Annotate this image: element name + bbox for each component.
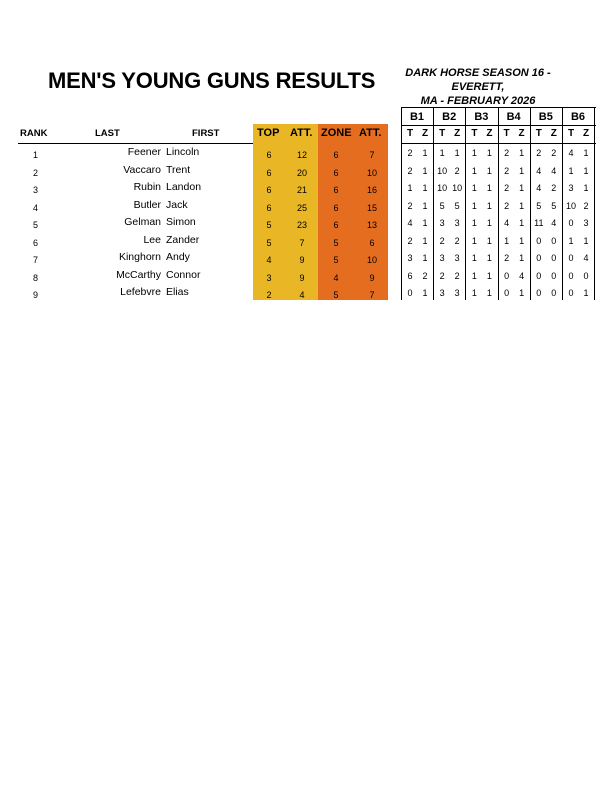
zone-cell: 6 [333,167,339,178]
zone-cell: 6 [333,185,339,195]
boulder-top-attempts: 5 [536,200,542,211]
boulder-zone-attempts: 2 [454,165,460,176]
boulder-zone-attempts: 1 [519,253,525,263]
zone-att-cell: 16 [366,185,377,195]
top-cell: 5 [266,220,272,230]
rank-cell: 6 [33,237,39,248]
boulder-zone-subheader: Z [454,128,461,139]
boulder-zone-attempts: 5 [551,200,557,211]
boulder-zone-attempts: 2 [422,270,428,281]
boulder-zone-attempts: 1 [422,200,428,211]
boulder-top-attempts: 1 [471,288,477,298]
rank-cell: 1 [33,150,39,160]
boulder-zone-attempts: 4 [551,165,557,176]
boulder-top-attempts: 2 [407,148,413,158]
boulder-top-attempts: 4 [407,218,413,228]
boulder-top-attempts: 1 [568,165,574,176]
rank-cell: 3 [33,185,39,195]
boulder-zone-subheader: Z [550,128,557,139]
boulder-top-subheader: T [567,128,575,139]
last-name-cell: Feener [127,146,161,158]
top-cell: 4 [266,255,272,265]
boulder-top-attempts: 2 [407,165,413,176]
boulder-top-subheader: T [503,128,510,139]
boulder-zone-attempts: 0 [551,270,557,281]
boulder-top-attempts: 4 [536,183,542,193]
last-name-cell: Gelman [124,216,161,228]
top-att-cell: 20 [296,167,307,178]
boulder-zone-attempts: 5 [454,200,460,211]
boulder-top-attempts: 6 [407,270,413,281]
boulder-top-attempts: 2 [504,148,510,158]
boulder-top-attempts: 0 [568,270,574,281]
boulder-zone-attempts: 2 [583,200,589,211]
first-name-cell: Lincoln [166,146,200,158]
boulder-column-divider [562,107,563,300]
boulder-top-attempts: 1 [504,235,510,246]
boulder-zone-attempts: 1 [422,165,428,176]
boulder-zone-attempts: 1 [486,148,492,158]
zone-cell: 5 [333,237,339,248]
boulder-top-subheader: T [471,128,478,139]
rank-cell: 9 [33,290,39,300]
boulder-top-attempts: 1 [471,165,477,176]
top-cell: 3 [266,272,272,283]
top-cell: 6 [266,150,272,160]
zone-att-cell: 6 [369,237,375,248]
boulder-zone-attempts: 1 [519,288,525,298]
boulder-top-attempts: 2 [536,148,542,158]
boulder-top-attempts: 1 [407,183,413,193]
top-att-cell: 25 [296,202,307,213]
zone-att-cell: 10 [366,255,377,265]
boulder-column-divider [594,107,595,300]
first-header: FIRST [192,128,220,139]
first-name-cell: Jack [166,198,188,211]
zone-cell: 6 [333,150,339,160]
first-name-cell: Connor [166,268,201,281]
boulder-zone-attempts: 4 [583,253,589,263]
first-name-cell: Zander [166,233,200,246]
header-divider [18,143,253,144]
boulder-top-attempts: 0 [504,270,510,281]
boulder-zone-attempts: 1 [422,183,428,193]
event-info [388,66,568,108]
boulder-top-attempts: 10 [437,165,448,176]
boulder-top-attempts: 2 [439,270,445,281]
boulder-zone-attempts: 1 [422,148,428,158]
rank-cell: 4 [33,202,39,213]
boulder-zone-attempts: 1 [519,148,525,158]
boulder-zone-attempts: 1 [486,288,492,298]
rank-header: RANK [20,128,48,139]
zone-cell: 5 [333,255,339,265]
boulder-top-attempts: 0 [536,270,542,281]
boulder-zone-attempts: 4 [519,270,525,281]
boulder-top-subheader: T [406,128,414,139]
event-line-1: DARK HORSE SEASON 16 - EVERETT, [405,67,551,93]
first-name-cell: Landon [166,181,202,193]
boulder-zone-attempts: 1 [583,235,589,246]
boulder-zone-attempts: 1 [422,253,428,263]
boulder-top-attempts: 2 [407,235,413,246]
boulder-zone-attempts: 0 [583,270,589,281]
boulder-top-attempts: 3 [439,288,445,298]
rank-cell: 7 [33,255,39,265]
boulder-top-attempts: 1 [471,218,477,228]
boulder-top-attempts: 0 [407,288,413,298]
zone-header: ZONE [321,127,352,139]
boulder-zone-attempts: 10 [452,183,463,193]
top-cell: 5 [266,237,272,248]
top-att-cell: 23 [296,220,307,230]
boulder-top-attempts: 1 [471,253,477,263]
boulder-zone-attempts: 1 [486,165,492,176]
boulder-zone-attempts: 1 [583,288,589,298]
boulder-zone-attempts: 1 [422,218,428,228]
boulder-zone-attempts: 1 [422,235,428,246]
boulder-top-attempts: 0 [568,218,574,228]
boulder-zone-attempts: 3 [454,253,460,263]
boulder-column-divider [530,107,531,300]
boulder-top-attempts: 2 [407,200,413,211]
boulder-zone-attempts: 0 [551,253,557,263]
boulder-top-attempts: 10 [565,200,576,211]
boulder-top-attempts: 1 [471,183,477,193]
boulder-column-divider [433,107,434,300]
boulder-top-attempts: 0 [536,235,542,246]
boulder-zone-attempts: 1 [486,183,492,193]
last-name-cell: Rubin [133,181,161,193]
boulder-zone-attempts: 1 [519,183,525,193]
boulder-top-attempts: 10 [437,183,448,193]
boulder-top-attempts: 0 [536,288,542,298]
boulder-zone-attempts: 1 [583,165,589,176]
boulder-top-attempts: 4 [536,165,542,176]
top-att-cell: 21 [296,185,307,195]
top-cell: 6 [266,167,272,178]
zone-att-cell: 7 [369,150,375,160]
boulder-top-attempts: 1 [439,148,445,158]
boulder-top-attempts: 1 [471,148,477,158]
boulder-top-attempts: 3 [407,253,413,263]
boulder-top-attempts: 3 [568,183,574,193]
boulder-top-attempts: 3 [439,218,445,228]
boulder-top-attempts: 4 [568,148,574,158]
boulder-top-attempts: 2 [504,253,510,263]
boulder-top-attempts: 1 [471,235,477,246]
zone-cell: 6 [333,202,339,213]
boulder-zone-attempts: 1 [486,218,492,228]
boulder-zone-attempts: 1 [486,253,492,263]
last-name-cell: Vaccaro [123,163,161,176]
last-name-cell: McCarthy [116,268,161,281]
boulder-zone-attempts: 1 [519,235,525,246]
zone-att-cell: 15 [366,202,377,213]
zone-att-cell: 13 [366,220,377,230]
boulder-top-attempts: 11 [534,218,544,228]
top-att-cell: 7 [299,237,305,248]
boulder-top-attempts: 0 [568,288,574,298]
zone-att-cell: 10 [366,167,377,178]
boulder-top-attempts: 2 [439,235,445,246]
boulder-zone-attempts: 2 [454,270,460,281]
rank-cell: 5 [33,220,39,230]
top-att-cell: 4 [299,290,305,300]
boulder-top-attempts: 1 [471,200,477,211]
boulder-header: B4 [506,111,521,123]
top-att-cell: 12 [296,150,307,160]
boulder-zone-attempts: 2 [551,183,557,193]
zone-cell: 5 [333,290,339,300]
first-name-cell: Elias [166,286,189,298]
event-line-2: MA - FEBRUARY 2026 [420,95,536,107]
boulder-zone-subheader: Z [421,128,429,139]
boulder-header: B2 [442,111,457,123]
top-cell: 6 [266,202,272,213]
boulder-zone-subheader: Z [518,128,525,139]
boulder-zone-attempts: 1 [519,218,525,228]
boulder-column-divider [401,107,402,300]
boulder-top-attempts: 4 [504,218,510,228]
boulder-top-attempts: 2 [504,165,510,176]
boulder-zone-attempts: 2 [551,148,557,158]
top-header: TOP [257,127,280,139]
page-title: MEN'S YOUNG GUNS RESULTS [48,68,376,93]
boulder-zone-attempts: 1 [486,200,492,211]
boulder-top-subheader: T [439,128,446,139]
zone-cell: 6 [333,220,339,230]
boulder-zone-attempts: 0 [551,288,557,298]
first-name-cell: Andy [166,251,190,263]
boulder-zone-attempts: 1 [583,183,589,193]
boulder-zone-attempts: 1 [519,200,525,211]
boulder-top-attempts: 1 [471,270,477,281]
last-header: LAST [95,128,120,139]
boulder-header: B3 [474,111,489,123]
boulder-zone-attempts: 2 [454,235,460,246]
boulder-zone-attempts: 0 [551,235,557,246]
zone-att-header: ATT. [359,127,382,139]
boulder-zone-attempts: 1 [519,165,525,176]
boulder-top-attempts: 1 [568,235,574,246]
last-name-cell: Lee [143,233,161,246]
zone-cell: 4 [333,272,339,283]
top-att-cell: 9 [299,255,305,265]
boulder-top-attempts: 2 [504,200,510,211]
boulder-header: B1 [409,111,425,123]
boulder-header: B6 [570,111,586,123]
last-name-cell: Butler [133,198,161,211]
top-cell: 6 [266,185,272,195]
boulder-zone-attempts: 1 [583,148,589,158]
boulder-header: B5 [538,111,553,123]
first-name-cell: Simon [166,216,196,228]
boulder-zone-subheader: Z [582,128,590,139]
boulder-zone-attempts: 1 [454,148,460,158]
top-cell: 2 [266,290,272,300]
top-att-cell: 9 [299,272,305,283]
boulder-zone-attempts: 3 [454,218,460,228]
boulder-zone-attempts: 1 [422,288,428,298]
boulder-zone-attempts: 1 [486,270,492,281]
boulder-column-divider [465,107,466,300]
boulder-top-attempts: 5 [439,200,445,211]
boulder-zone-attempts: 3 [454,288,460,298]
boulder-top-attempts: 2 [504,183,510,193]
first-name-cell: Trent [166,163,191,176]
boulder-top-attempts: 3 [439,253,445,263]
last-name-cell: Lefebvre [120,286,161,298]
boulder-top-subheader: T [535,128,542,139]
boulder-top-attempts: 0 [504,288,510,298]
last-name-cell: Kinghorn [118,251,161,263]
zone-att-cell: 7 [369,290,375,300]
rank-cell: 8 [33,272,39,283]
boulder-top-attempts: 0 [536,253,542,263]
boulder-column-divider [498,107,499,300]
boulder-zone-attempts: 4 [551,218,557,228]
boulder-zone-attempts: 3 [583,218,589,228]
top-att-header: ATT. [290,127,313,139]
boulder-top-attempts: 0 [568,253,574,263]
rank-cell: 2 [33,167,39,178]
boulder-zone-attempts: 1 [486,235,492,246]
boulder-zone-subheader: Z [486,128,493,139]
zone-att-cell: 9 [369,272,375,283]
